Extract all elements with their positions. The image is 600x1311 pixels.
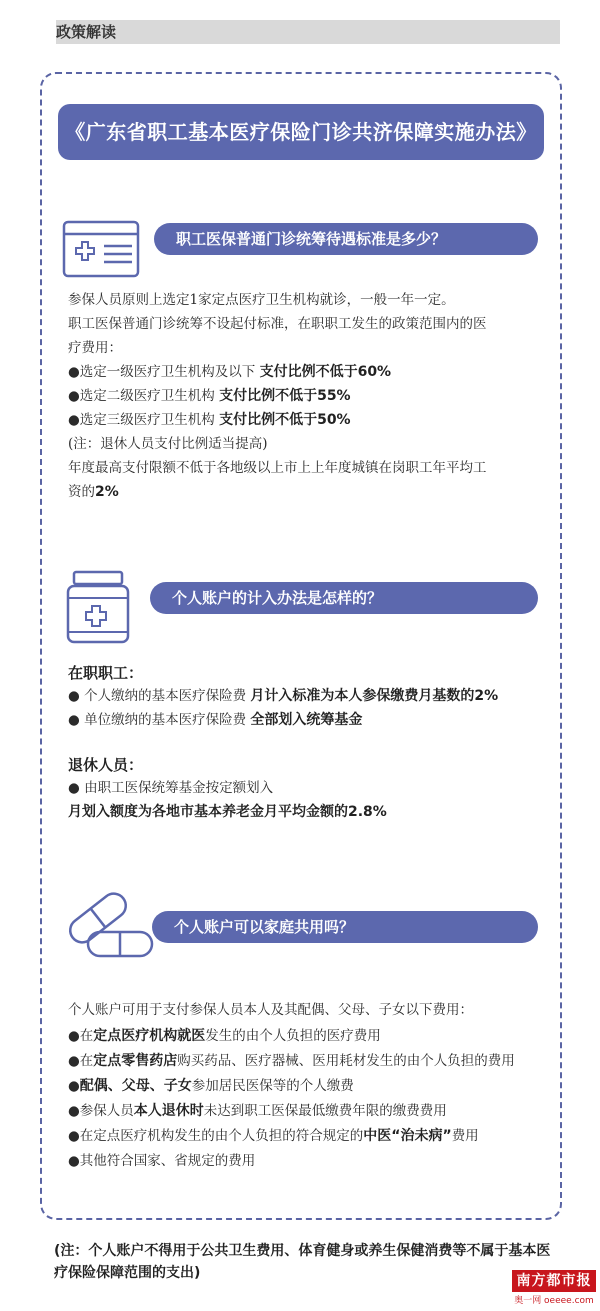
footnote-line-1: (注：个人账户不得用于公共卫生费用、体育健身或养生保健消费等不属于基本医 (54, 1243, 551, 1259)
list-item: ●参保人员本人退休时未达到职工医保最低缴费年限的缴费费用 (68, 1103, 447, 1119)
employed-item-1: ● 个人缴纳的基本医疗保险费 月计入标准为本人参保缴费月基数的2% (68, 688, 499, 704)
section2-heading: 个人账户的计入办法是怎样的？ (150, 582, 538, 614)
employed-title: 在职职工： (68, 664, 144, 682)
footnote-line-2: 疗保险保障范围的支出) (54, 1265, 201, 1281)
section1-line-2: 职工医保普通门诊统筹不设起付标准，在职职工发生的政策范围内的医 (68, 316, 487, 332)
section3-intro: 个人账户可用于支付参保人员本人及其配偶、父母、子女以下费用： (68, 1002, 473, 1018)
capsule-pills-icon (58, 888, 156, 960)
list-item: ●其他符合国家、省规定的费用 (68, 1153, 256, 1169)
section1-heading: 职工医保普通门诊统筹待遇标准是多少？ (154, 223, 538, 255)
section3-heading: 个人账户可以家庭共用吗？ (152, 911, 538, 943)
list-item: ●配偶、父母、子女参加居民医保等的个人缴费 (68, 1078, 354, 1094)
retired-item: ● 由职工医保统筹基金按定额划入 (68, 780, 274, 796)
section1-note: (注：退休人员支付比例适当提高) (68, 436, 268, 452)
list-item: ●在定点医疗机构发生的由个人负担的符合规定的中医“治未病”费用 (68, 1128, 479, 1144)
page-title: 《广东省职工基本医疗保险门诊共济保障实施办法》 (58, 104, 544, 160)
section1-limit-line-1: 年度最高支付限额不低于各地级以上市上上年度城镇在岗职工年平均工 (68, 460, 487, 476)
retired-amount: 月划入额度为各地市基本养老金月平均金额的2.8% (68, 804, 387, 820)
section1-bullet-2: ●选定二级医疗卫生机构 支付比例不低于55% (68, 388, 351, 404)
retired-title: 退休人员： (68, 756, 144, 774)
section1-bullet-3: ●选定三级医疗卫生机构 支付比例不低于50% (68, 412, 351, 428)
section-tag: 政策解读 (56, 23, 117, 41)
list-item: ●在定点医疗机构就医发生的由个人负担的医疗费用 (68, 1028, 381, 1044)
section1-bullet-1: ●选定一级医疗卫生机构及以下 支付比例不低于60% (68, 364, 392, 380)
employed-item-2: ● 单位缴纳的基本医疗保险费 全部划入统筹基金 (68, 712, 363, 728)
medicine-bottle-icon (64, 570, 132, 646)
list-item: ●在定点零售药店购买药品、医疗器械、医用耗材发生的由个人负担的费用 (68, 1053, 515, 1069)
section-tag-bar (56, 20, 560, 44)
section1-limit-line-2: 资的2% (68, 484, 119, 500)
newspaper-logo: 南方都市报 (512, 1270, 596, 1292)
section1-line-1: 参保人员原则上选定1家定点医疗卫生机构就诊，一般一年一定。 (68, 292, 455, 308)
medical-card-icon (62, 220, 146, 282)
section1-line-3: 疗费用： (68, 340, 122, 356)
site-watermark: 奥一网 oeeee.com (514, 1296, 594, 1306)
